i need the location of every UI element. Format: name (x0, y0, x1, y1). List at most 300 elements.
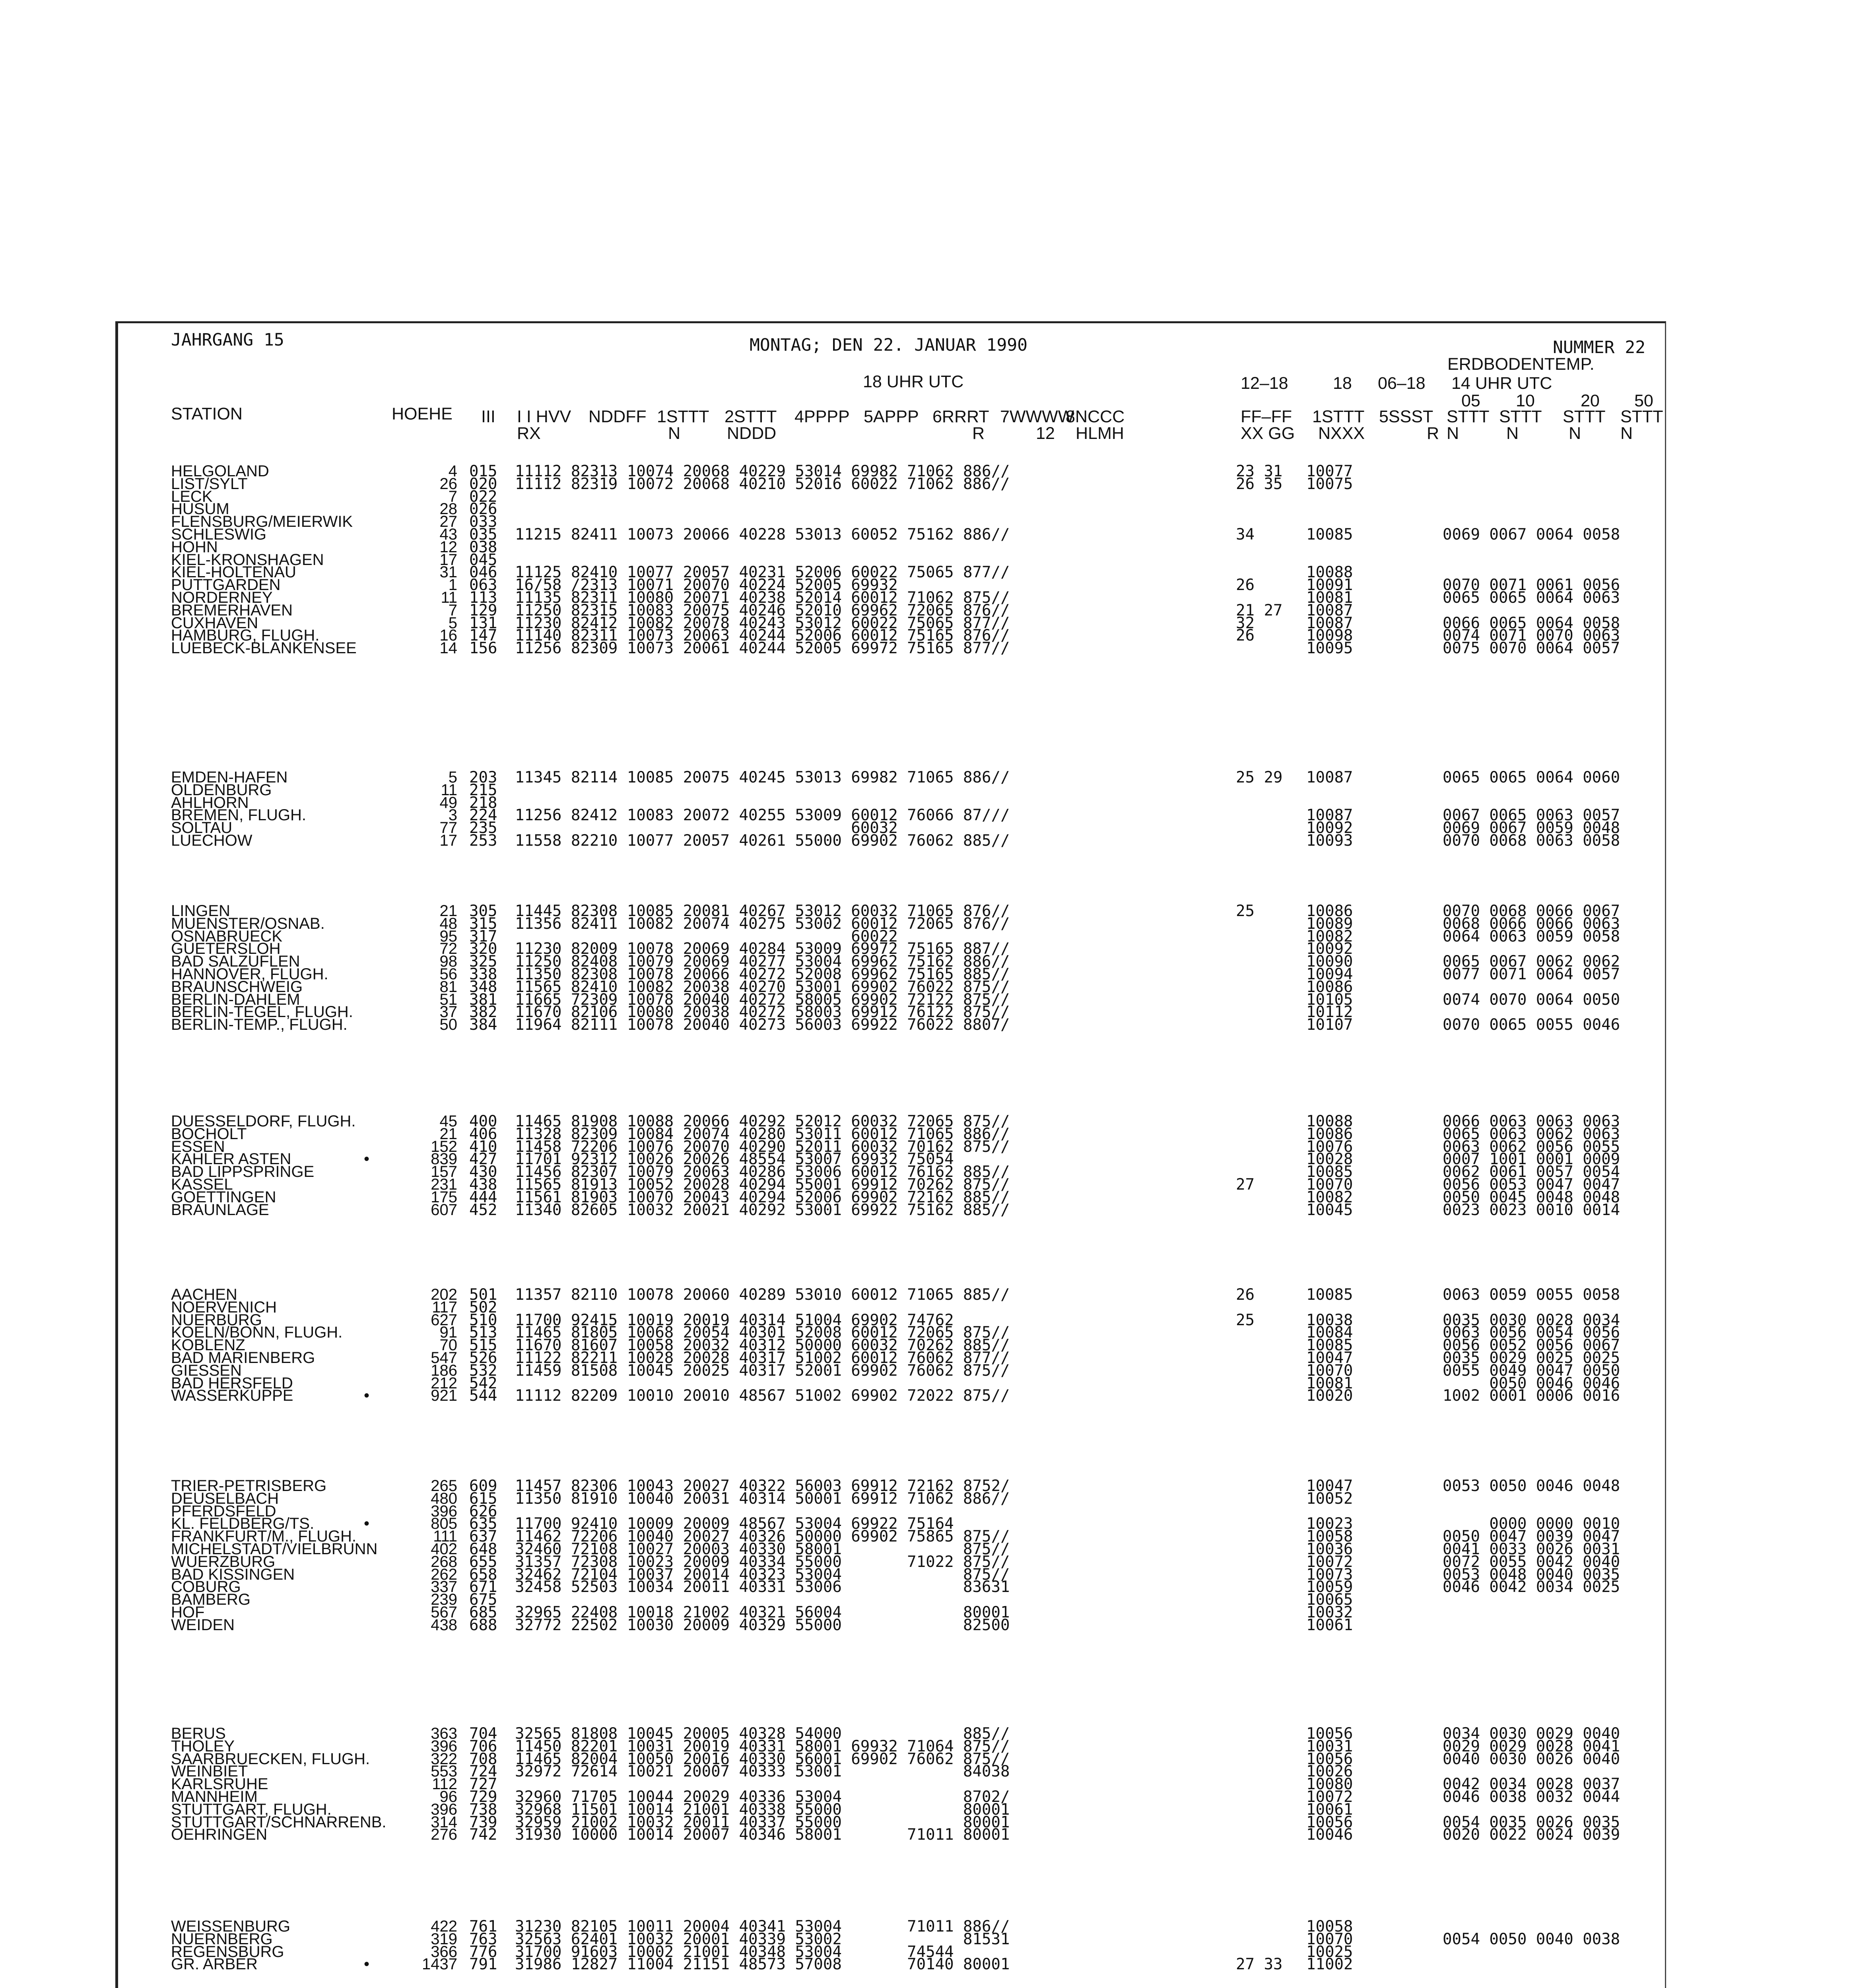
issue-date: MONTAG; DEN 22. JANUAR 1990 (750, 335, 1028, 355)
synop-codes: 32959 21002 10032 20011 40337 55000 80001 (515, 1813, 1010, 1831)
max-temp-group: 10052 (1306, 1489, 1353, 1508)
station-index: 063 (469, 576, 497, 594)
table-row (0, 1387, 1855, 1405)
synop-codes: 11565 81913 10052 20028 40294 55001 69912 70262 875// (515, 1175, 1010, 1194)
station-name: LINGEN (171, 902, 230, 920)
max-temp-group: 10047 (1306, 1349, 1353, 1367)
synop-codes: 11135 82311 10080 20071 40238 52014 60012 71062 875// (515, 588, 1010, 607)
max-temp-group: 10061 (1306, 1616, 1353, 1634)
synop-codes: 16/58 /2313 10071 20070 40224 52005 69932 (515, 576, 898, 594)
soil-temperatures: 0020 0022 0024 0039 (1443, 1826, 1620, 1844)
soil-sttt-20-sub: N (1569, 424, 1581, 443)
synop-codes: 11465 81908 10088 20066 40292 52012 60032 72065 875// (515, 1112, 1010, 1130)
max-temp-group: 10046 (1306, 1826, 1353, 1844)
soil-temperatures: 0077 0071 0064 0057 (1443, 965, 1620, 983)
max-temp-group: 10026 (1306, 1763, 1353, 1781)
wind-peak-gusts: 25 (1236, 1311, 1255, 1329)
station-name: BAD SALZUFLEN (171, 953, 300, 971)
station-index: 427 (469, 1150, 497, 1169)
station-index: 406 (469, 1125, 497, 1143)
wind-peak-gusts: 32 (1236, 614, 1255, 632)
station-height: 7 (448, 487, 457, 505)
station-name: PUTTGARDEN (171, 576, 281, 594)
station-index: 131 (469, 614, 497, 632)
station-index: 791 (469, 1955, 497, 1974)
synop-codes: 11215 82411 10073 20066 40228 53013 60052 75162 886// (515, 525, 1010, 544)
soil-sttt-10: STTT (1499, 407, 1542, 426)
max-temp-group: 10073 (1306, 1565, 1353, 1584)
station-index: 526 (469, 1349, 497, 1367)
synop-codes: 11459 81508 10045 20025 40317 52001 69902 76062 875// (515, 1361, 1010, 1380)
station-index: 704 (469, 1725, 497, 1743)
station-name: MANNHEIM (171, 1788, 258, 1806)
soil-temperatures: 0065 0065 0064 0060 (1443, 769, 1620, 786)
synop-codes: 11465 81805 10068 20054 40301 52008 60012 72065 875// (515, 1324, 1010, 1342)
max-temp-group: 10036 (1306, 1540, 1353, 1558)
max-temp-group: 10085 (1306, 1336, 1353, 1355)
station-name: DEUSELBACH (171, 1489, 279, 1507)
station-height: 805 (431, 1515, 457, 1533)
synop-codes: 11701 92312 10026 20026 48554 53007 69932 75054 (515, 1150, 954, 1169)
station-height: 7 (448, 601, 457, 619)
soil-temperatures: 0023 0023 0010 0014 (1443, 1201, 1620, 1219)
col-7wwww: 7WWWW (1000, 407, 1074, 426)
station-height: 314 (431, 1813, 457, 1831)
station-index: 738 (469, 1800, 497, 1819)
soil-temperatures: 0070 0065 0055 0046 (1443, 1016, 1620, 1034)
synop-codes: 31230 82105 10011 20004 40341 53004 71011 886// (515, 1918, 1010, 1936)
soil-temperatures: 0056 0052 0056 0067 (1443, 1336, 1620, 1355)
station-index: 046 (469, 563, 497, 582)
station-name: BERUS (171, 1725, 226, 1742)
max-temp-group: 10107 (1306, 1016, 1353, 1034)
max-temp-group: 10088 (1306, 563, 1353, 582)
station-name: FLENSBURG/MEIERWIK (171, 513, 353, 531)
mountain-station-marker: • (364, 1150, 370, 1168)
station-name: OSNABRUECK (171, 927, 283, 945)
station-height: 921 (431, 1387, 457, 1405)
station-height: 12 (439, 538, 457, 556)
max-temp-group: 10088 (1306, 1112, 1353, 1130)
station-height: 480 (431, 1489, 457, 1507)
station-name: BAD KISSINGEN (171, 1565, 295, 1583)
synop-codes: 11964 82111 10078 20040 40273 56003 69922 76022 8807/ (515, 1016, 1010, 1034)
station-name: WEIDEN (171, 1616, 235, 1634)
station-index: 215 (469, 781, 497, 799)
soil-temperatures: 0066 0063 0063 0063 (1443, 1112, 1620, 1130)
station-height: 366 (431, 1943, 457, 1961)
max-temp-group: 10070 (1306, 1175, 1353, 1194)
soil-temperatures: 0062 0061 0057 0054 (1443, 1163, 1620, 1181)
max-temp-group: 10058 (1306, 1918, 1353, 1936)
max-temp-group: 10089 (1306, 914, 1353, 933)
station-index: 381 (469, 990, 497, 1009)
col-ffff: FF–FF (1241, 407, 1292, 426)
station-name: BAD MARIENBERG (171, 1349, 315, 1367)
station-height: 91 (439, 1324, 457, 1342)
station-height: 567 (431, 1603, 457, 1621)
station-height: 17 (439, 831, 457, 849)
synop-codes: 11462 72206 10040 20027 40326 50000 69902 75865 875// (515, 1528, 1010, 1546)
wind-peak-gusts: 26 (1236, 1286, 1255, 1304)
depth-50: 50 (1634, 391, 1653, 410)
synop-codes: 32565 81808 10045 20005 40328 54000 885// (515, 1725, 1010, 1743)
synop-codes: 31357 72308 10023 20009 40334 55000 71022 875// (515, 1553, 1010, 1571)
table-row (0, 1578, 1855, 1596)
station-name: BRAUNLAGE (171, 1201, 269, 1219)
station-name: BAD HERSFELD (171, 1374, 293, 1392)
station-name: LECK (171, 487, 213, 505)
wind-peak-gusts: 26 35 (1236, 475, 1283, 493)
station-height: 396 (431, 1737, 457, 1755)
wind-peak-gusts: 25 (1236, 902, 1255, 920)
max-temp-group: 10072 (1306, 1553, 1353, 1571)
station-index: 727 (469, 1775, 497, 1794)
max-temp-group: 10020 (1306, 1387, 1353, 1405)
station-group-4 (0, 1286, 1855, 1405)
max-temp-group: 10084 (1306, 1324, 1353, 1342)
max-temp-group: 10045 (1306, 1201, 1353, 1219)
synop-codes: 11465 82004 10050 20016 40330 56001 69902 76062 875// (515, 1750, 1010, 1768)
max-temp-group: 10023 (1306, 1515, 1353, 1533)
station-index: 305 (469, 902, 497, 920)
soil-temperatures: 0053 0048 0040 0035 (1443, 1565, 1620, 1584)
wind-peak-gusts: 25 29 (1236, 769, 1283, 786)
wind-peak-gusts: 23 31 (1236, 462, 1283, 480)
station-name: HUSUM (171, 500, 229, 518)
station-height: 547 (431, 1349, 457, 1367)
soil-temperatures: 0067 0065 0063 0057 (1443, 806, 1620, 825)
max-temp-group: 10093 (1306, 831, 1353, 850)
max-temp-group: 10086 (1306, 978, 1353, 996)
station-name: MUENSTER/OSNAB. (171, 914, 325, 932)
max-temp-group: 10081 (1306, 588, 1353, 607)
col-2sttt-sub: NDDD (727, 424, 777, 443)
station-index: 026 (469, 500, 497, 518)
station-name: SAARBRUECKEN, FLUGH. (171, 1750, 370, 1768)
station-index: 235 (469, 819, 497, 837)
station-height: 16 (439, 627, 457, 645)
station-index: 635 (469, 1515, 497, 1533)
station-height: 27 (439, 513, 457, 531)
station-height: 276 (431, 1826, 457, 1844)
synop-codes: 11230 82009 10078 20069 40284 53009 69972 75165 887// (515, 940, 1010, 958)
station-index: 410 (469, 1138, 497, 1156)
max-temp-group: 10092 (1306, 819, 1353, 837)
max-temp-group: 10031 (1306, 1737, 1353, 1755)
col-8nccc-sub: HLMH (1076, 424, 1124, 443)
station-height: 157 (431, 1163, 457, 1181)
station-height: 117 (432, 1298, 457, 1316)
obs-time-14utc: 14 UHR UTC (1451, 374, 1552, 393)
table-row (0, 1489, 1855, 1508)
soil-temperatures: 0056 0053 0047 0047 (1443, 1175, 1620, 1194)
station-group-5 (0, 1477, 1855, 1634)
station-name: SOLTAU (171, 819, 233, 837)
synop-codes: 11250 82315 10083 20075 40246 52010 69962 72065 876// (515, 601, 1010, 619)
wind-peak-gusts: 34 (1236, 525, 1255, 544)
station-name: MICHELSTADT/VIELBRUNN (171, 1540, 378, 1558)
table-row (0, 639, 1855, 658)
synop-codes: 11445 82308 10085 20081 40267 53012 60032 71065 876// (515, 902, 1010, 920)
soil-temperatures: 0070 0068 0063 0058 (1443, 831, 1620, 850)
station-index: 655 (469, 1553, 497, 1571)
soil-temperatures: 0050 0047 0039 0047 (1443, 1528, 1620, 1546)
station-index: 776 (469, 1943, 497, 1961)
col-6rrrt: 6RRRT (932, 407, 989, 426)
station-index: 320 (469, 940, 497, 958)
station-height: 1 (448, 576, 457, 594)
station-index: 637 (469, 1528, 497, 1546)
station-name: DUESSELDORF, FLUGH. (171, 1112, 356, 1130)
table-row (0, 487, 1855, 506)
soil-temperatures: 0000 0000 0010 (1443, 1515, 1620, 1533)
max-temp-group: 10076 (1306, 1138, 1353, 1156)
soil-temperatures: 0034 0030 0029 0040 (1443, 1725, 1620, 1743)
station-height: 402 (431, 1540, 457, 1558)
station-name: KL. FELDBERG/TS. (171, 1515, 315, 1533)
station-height: 14 (439, 639, 457, 657)
station-height: 4 (448, 462, 457, 480)
station-name: HAMBURG, FLUGH. (171, 627, 320, 645)
station-height: 262 (431, 1565, 457, 1583)
soil-temperatures: 0055 0049 0047 0050 (1443, 1361, 1620, 1380)
synop-codes: 11122 82211 10028 20028 40317 51002 60012 76062 877// (515, 1349, 1010, 1367)
max-temp-group: 10098 (1306, 627, 1353, 645)
station-group-6 (0, 1725, 1855, 1844)
max-temp-group: 10047 (1306, 1477, 1353, 1495)
station-group-1 (0, 769, 1855, 850)
station-name: GR. ARBER (171, 1955, 258, 1973)
depth-05: 05 (1461, 391, 1480, 410)
station-height: 28 (439, 500, 457, 518)
station-height: 96 (439, 1788, 457, 1806)
max-temp-group: 10082 (1306, 927, 1353, 945)
station-height: 265 (431, 1477, 457, 1495)
station-index: 224 (469, 806, 497, 825)
station-height: 5 (448, 614, 457, 632)
station-height: 11 (441, 781, 457, 799)
max-temp-group: 10038 (1306, 1311, 1353, 1329)
max-temp-group: 10075 (1306, 475, 1353, 493)
station-name: THOLEY (171, 1737, 235, 1755)
max-temp-group: 10094 (1306, 965, 1353, 983)
soil-temperatures: 0074 0071 0070 0063 (1443, 627, 1620, 645)
station-index: 348 (469, 978, 497, 996)
soil-temperatures: 0046 0038 0032 0044 (1443, 1788, 1620, 1806)
soil-temperatures: 0063 0062 0056 0055 (1443, 1138, 1620, 1156)
station-index: 384 (469, 1016, 497, 1034)
max-temp-group: 10056 (1306, 1813, 1353, 1831)
station-height: 37 (439, 1003, 457, 1021)
synop-codes: 11250 82408 10079 20069 40277 53004 69962 75162 886// (515, 953, 1010, 971)
max-temp-group: 10061 (1306, 1800, 1353, 1819)
station-height: 396 (431, 1502, 457, 1520)
station-index: 338 (469, 965, 497, 983)
max-temp-group: 10087 (1306, 806, 1353, 825)
station-index: 382 (469, 1003, 497, 1021)
soil-temperatures: 0042 0034 0028 0037 (1443, 1775, 1620, 1794)
max-temp-group: 10086 (1306, 1125, 1353, 1143)
synop-codes: 11450 82201 10031 20019 40331 58001 69932 71064 875// (515, 1737, 1010, 1755)
station-index: 452 (469, 1201, 497, 1219)
col-4pppp: 4PPPP (794, 407, 850, 426)
synop-codes: 60032 (515, 819, 898, 837)
synop-codes: 11670 82106 10080 20038 40272 58003 69912 76122 875// (515, 1003, 1010, 1021)
col-1sttt-max-sub: NXXX (1318, 424, 1365, 443)
col-iihvv-sub: RX (517, 424, 541, 443)
station-group-7 (0, 1918, 1855, 1974)
station-name: OEHRINGEN (171, 1826, 268, 1844)
obs-time-18utc: 18 UHR UTC (863, 372, 964, 391)
synop-codes: 60022 (515, 927, 898, 945)
station-height: 17 (439, 551, 457, 569)
station-name: BAD LIPPSPRINGE (171, 1163, 315, 1181)
station-height: 5 (448, 769, 457, 786)
max-temp-group: 10086 (1306, 902, 1353, 920)
depth-10: 10 (1516, 391, 1535, 410)
station-name: NUERNBERG (171, 1930, 273, 1948)
mountain-station-marker: • (364, 1955, 370, 1973)
col-5ssst: 5SSST (1379, 407, 1433, 426)
station-index: 113 (469, 588, 497, 607)
max-temp-group: 10082 (1306, 1188, 1353, 1206)
max-temp-group: 10080 (1306, 1775, 1353, 1794)
station-name: NORDERNEY (171, 588, 273, 606)
station-height: 212 (431, 1374, 457, 1392)
col-nddff: NDDFF (589, 407, 647, 426)
wind-peak-gusts: 26 (1236, 627, 1255, 645)
synop-codes: 11456 82307 10079 20063 40286 53006 60012 76162 885// (515, 1163, 1010, 1181)
soil-sttt-10-sub: N (1506, 424, 1519, 443)
station-height: 422 (431, 1918, 457, 1935)
synop-codes: 11558 82210 10077 20057 40261 55000 69902 76062 885// (515, 831, 1010, 850)
synop-codes: 11328 82309 10084 20074 40280 53011 60012 71065 886// (515, 1125, 1010, 1143)
synop-codes: 32772 22502 10030 20009 40329 55000 82500 (515, 1616, 1010, 1634)
station-group-0 (0, 462, 1855, 658)
max-temp-group: 10025 (1306, 1943, 1353, 1961)
station-height: 48 (439, 914, 457, 932)
table-row (0, 1616, 1855, 1634)
station-height: 111 (433, 1528, 457, 1545)
table-row (0, 1826, 1855, 1844)
max-temp-group: 10032 (1306, 1603, 1353, 1621)
table-row (0, 1286, 1855, 1304)
station-name: WUERZBURG (171, 1553, 276, 1571)
station-index: 253 (469, 831, 497, 850)
col-iihvv: I I HVV (517, 407, 571, 426)
synop-codes: 32563 62401 10032 20001 40339 53002 81531 (515, 1930, 1010, 1948)
max-temp-group: 10087 (1306, 614, 1353, 632)
station-index: 761 (469, 1918, 497, 1936)
table-row (0, 1016, 1855, 1034)
station-name: BREMERHAVEN (171, 601, 293, 619)
station-index: 218 (469, 794, 497, 812)
station-index: 038 (469, 538, 497, 556)
max-temp-group: 10105 (1306, 990, 1353, 1009)
station-index: 430 (469, 1163, 497, 1181)
synop-codes: 31930 10000 10014 20007 40346 58001 71011 80001 (515, 1826, 1010, 1844)
soil-sttt-50: STTT (1620, 407, 1663, 426)
station-index: 035 (469, 525, 497, 544)
station-height: 31 (439, 563, 457, 581)
station-index: 317 (469, 927, 497, 945)
station-name: LUECHOW (171, 831, 253, 849)
station-index: 729 (469, 1788, 497, 1806)
station-height: 322 (431, 1750, 457, 1768)
station-height: 21 (439, 902, 457, 920)
station-name: GUETERSLOH (171, 940, 281, 958)
station-index: 544 (469, 1387, 497, 1405)
synop-codes: 11112 82209 10010 20010 48567 51002 69902 72022 875// (515, 1387, 1010, 1405)
station-name: FRANKFURT/M., FLUGH. (171, 1528, 356, 1545)
station-height: 239 (431, 1591, 457, 1609)
station-index: 325 (469, 953, 497, 971)
station-height: 3 (448, 806, 457, 824)
station-name: OLDENBURG (171, 781, 272, 799)
soil-temperatures: 0040 0030 0026 0040 (1443, 1750, 1620, 1768)
col-5ssst-sub: R (1427, 424, 1439, 443)
station-name: PFERDSFELD (171, 1502, 276, 1520)
mountain-station-marker: • (364, 1387, 370, 1405)
station-name: GIESSEN (171, 1361, 242, 1379)
synop-codes: 32960 71705 10044 20029 40336 53004 8702/ (515, 1788, 1010, 1806)
station-name: STUTTGART, FLUGH. (171, 1800, 332, 1818)
soil-temperatures: 0050 0045 0048 0048 (1443, 1188, 1620, 1206)
station-index: 615 (469, 1489, 497, 1508)
wind-peak-gusts: 26 (1236, 576, 1255, 594)
soil-temperatures: 1002 0001 0006 0016 (1443, 1387, 1620, 1405)
station-name: BAMBERG (171, 1591, 251, 1609)
max-temp-group: 10072 (1306, 1788, 1353, 1806)
station-name: BERLIN-TEMP., FLUGH. (171, 1016, 348, 1034)
station-index: 626 (469, 1502, 497, 1520)
station-height: 337 (431, 1578, 457, 1596)
max-temp-group: 10091 (1306, 576, 1353, 594)
table-row (0, 525, 1855, 544)
station-index: 685 (469, 1603, 497, 1621)
station-index: 515 (469, 1336, 497, 1355)
synop-codes: 32462 72104 10037 20014 40323 53004 875// (515, 1565, 1010, 1584)
station-name: NUERBURG (171, 1311, 262, 1329)
soil-temperatures: 0069 0067 0064 0058 (1443, 525, 1620, 544)
wind-peak-gusts: 21 27 (1236, 601, 1283, 619)
station-height: 319 (431, 1930, 457, 1948)
station-height: 839 (431, 1150, 457, 1168)
station-name: COBURG (171, 1578, 241, 1596)
station-height: 363 (431, 1725, 457, 1742)
synop-codes: 31700 91603 10002 21001 40348 53004 74544 (515, 1943, 954, 1961)
station-index: 444 (469, 1188, 497, 1206)
synop-codes: 32965 22408 10018 21002 40321 56004 80001 (515, 1603, 1010, 1621)
station-name: KIEL-KRONSHAGEN (171, 551, 324, 569)
station-name: BRAUNSCHWEIG (171, 978, 303, 996)
station-name: HELGOLAND (171, 462, 269, 480)
table-row (0, 1201, 1855, 1219)
soil-temperatures: 0053 0050 0046 0048 (1443, 1477, 1620, 1495)
synop-codes: 11356 82411 10082 20074 40275 53002 60012 72065 876// (515, 914, 1010, 933)
synop-codes: 32458 52503 10034 20011 40331 53006 83631 (515, 1578, 1010, 1596)
station-height: 21 (439, 1125, 457, 1143)
max-temp-group: 10085 (1306, 1286, 1353, 1304)
station-name: KOELN/BONN, FLUGH. (171, 1324, 343, 1342)
table-row (0, 781, 1855, 799)
station-index: 742 (469, 1826, 497, 1844)
station-height: 77 (439, 819, 457, 837)
station-name: WASSERKUPPE (171, 1387, 293, 1405)
col-5appp: 5APPP (864, 407, 919, 426)
station-name: CUXHAVEN (171, 614, 258, 632)
